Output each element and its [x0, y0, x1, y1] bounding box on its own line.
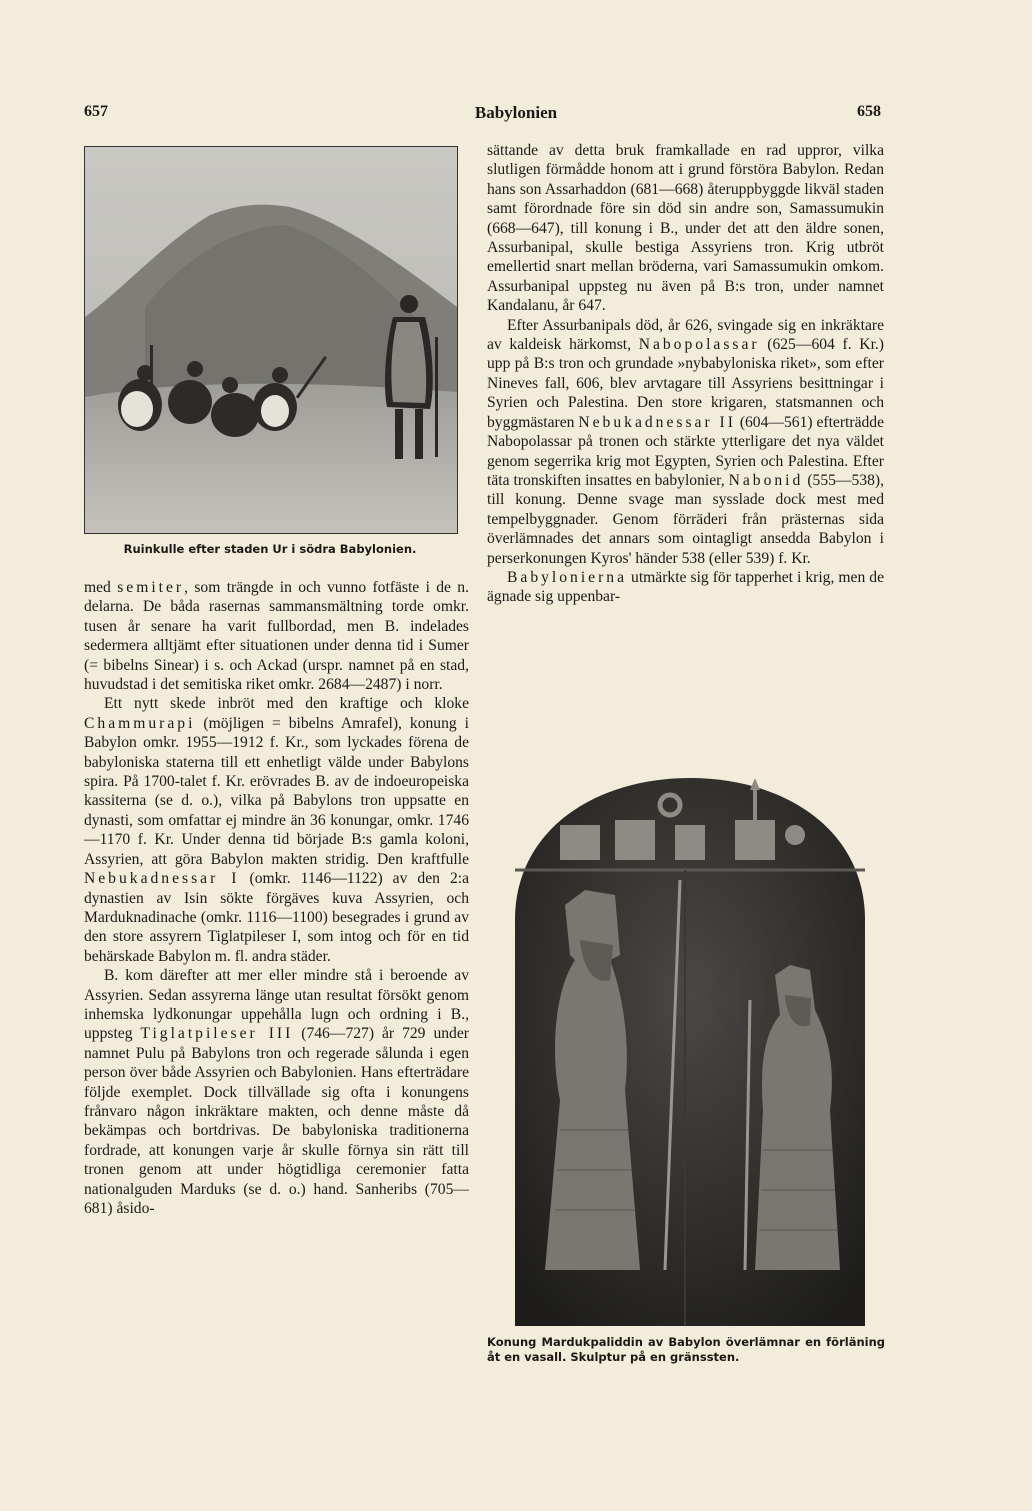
page-number-left: 657 — [84, 103, 108, 120]
stele-caption: Konung Mardukpaliddin av Babylon överlämnar en förläning åt en vasall. Skulptur på en gränssten. — [487, 1335, 885, 1364]
boundary-stone-photo — [505, 770, 875, 1326]
boundary-stone-illustration — [505, 770, 875, 1326]
right-paragraph-3: Babylonierna utmärkte sig för tapperhet i krig, men de ägnade sig uppenbar- — [487, 568, 884, 606]
ruin-mound-illustration — [85, 147, 457, 533]
right-column — [487, 141, 884, 607]
right-paragraph-2: Efter Assurbanipals död, år 626, svingade sig en inkräktare av kaldeisk härkomst, Nabopolassar (625—604 f. Kr.) upp på B:s tron och grundade »nybabyloniska riket», som efter Nineves fall, 606, blev arvtagare till Assyriens besittningar i Syrien och Palestina. Den store krigaren, statsmannen och byggmästaren Nebukadnessar II (604—561) efterträdde Nabopolassar på tronen och stärkte ytterligare det nya väldet genom segerrika krig mot Egypten, Syrien och Palestina. Efter täta tronskiften insattes en babylonier, Nabonid (555—538), till konung. Denne svage man sysslade dock mest med tempelbyggnader. Genom förräderi från prästernas sida överlämnades det annars som ointagligt ansedda Babylon i perserkonungen Kyros' händer 538 (eller 539) f. Kr. — [487, 316, 885, 567]
page-number-right: 658 — [857, 103, 881, 120]
left-paragraph-2: Ett nytt skede inbröt med den kraftige och kloke Chammurapi (möjligen = bibelns Amrafel), konung i Babylon omkr. 1955—1912 f. Kr., som lyckades förena de babyloniska staterna till ett enhetligt välde under Babylons spira. På 1700-talet f. Kr. erövrades B. av de indoeuropeiska kassiterna (se d. o.), vilka på Babylons tron uppsatte en dynasti, som omfattar ej mindre än 36 konungar, omkr. 1746—1170 f. Kr. Under denna tid började B:s gamla koloni, Assyrien, att göra Babylon makten stridig. Den kraftfulle Nebukadnessar I (omkr. 1146—1122) av den 2:a dynastien av Isin sökte förgäves kuva Assyrien, och Marduknadinache (omkr. 1116—1100) besegrades i grund av den store assyrern Tiglatpileser I, som intog och för en tid behärskade Babylon m. fl. andra städer. — [84, 695, 469, 965]
ruin-photo-caption: Ruinkulle efter staden Ur i södra Babylonien. — [123, 542, 417, 556]
right-paragraph-1: sättande av detta bruk framkallade en rad uppror, vilka slutligen förmådde honom att i grund förstöra Babylon. Redan hans son Assarhaddon (681—668) återuppbyggde likväl staden samt förordnade före sin död sin andre son, Samassumukin (668—647), till konung i B., under det att den äldre sonen, Assurbanipal, skulle bestiga Assyriens tron. Krig utbröt emellertid snart mellan bröderna, vari Samassumukin omkom. Assurbanipal uppsteg nu även på B:s tron, under namnet Kandalanu, år 647. — [487, 142, 884, 315]
ruin-mound-photo — [84, 146, 458, 534]
left-paragraph-3: B. kom därefter att mer eller mindre stå i beroende av Assyrien. Sedan assyrerna länge utan resultat försökt genom inhemska lydkonungar uppehålla lugn och ordning i B., uppsteg Tiglatpileser III (746—727) år 729 under namnet Pulu på Babylons tron och regerade sålunda i egen person över både Assyrien och Babylonien. Hans efterträdare följde exemplet. Dock tillvällade sig ofta i konungens frånvaro någon inkräktare makten, och denne måste då bekämpas och bortdrivas. De babyloniska traditionerna fordrade, att konungen varje år skulle förnya sin rätt till tronen genom att under högtidliga ceremonier fatta nationalguden Marduks (se d. o.) hand. Sanheribs (705—681) åsido- — [84, 967, 469, 1217]
page-title: Babylonien — [474, 103, 558, 122]
left-paragraph-1: med semiter, som trängde in och vunno fotfäste i de n. delarna. De båda rasernas sammansmältning torde omkr. tusen år senare ha varit fullbordad, men B. indelades sedermera alltjämt efter situationen under denna tid i Sumer (= bibelns Sinear) i s. och Ackad (urspr. namnet på en stad, huvudstad i det semitiska riket omkr. 2684—2487) i norr. — [84, 579, 470, 694]
left-column — [84, 578, 469, 1218]
